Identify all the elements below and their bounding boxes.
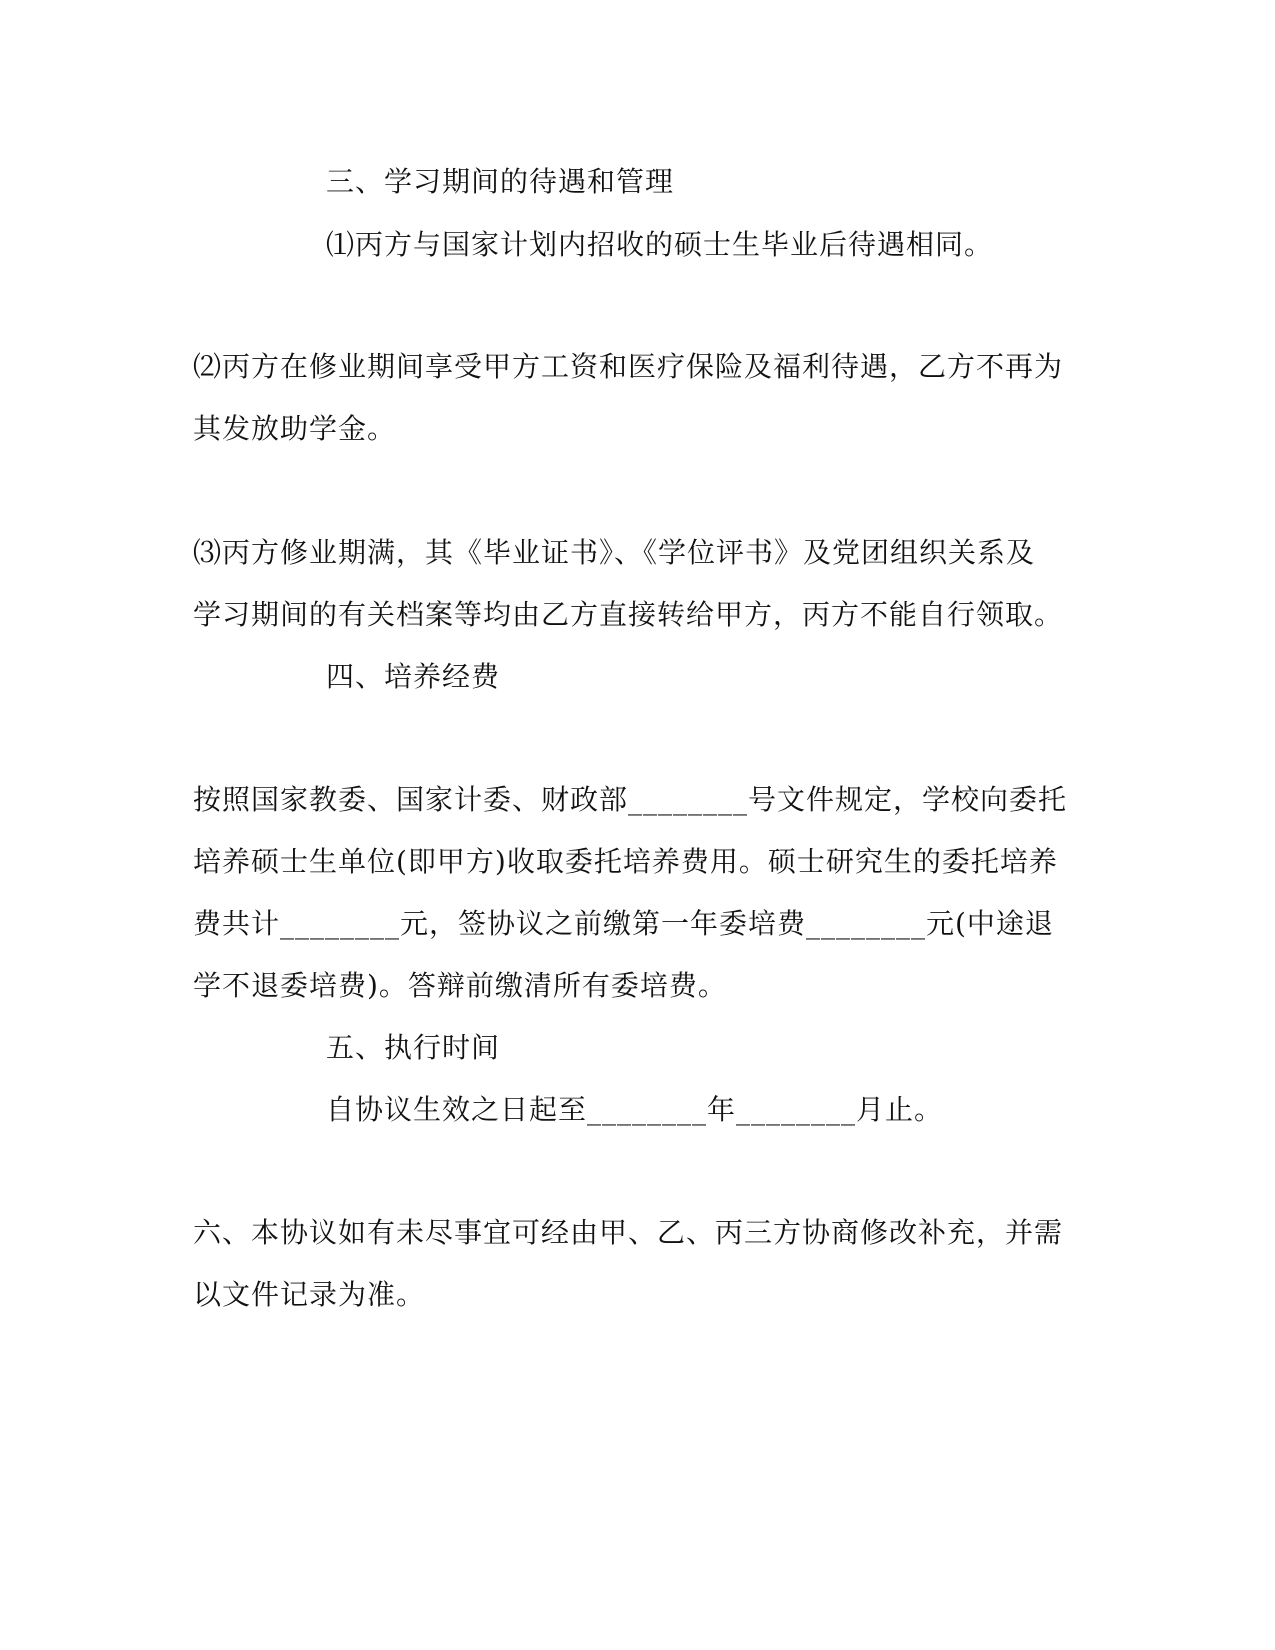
section-4-paragraph-line-4: 学不退委培费)。答辩前缴清所有委培费。 xyxy=(193,969,727,1002)
section-6-paragraph-line-2: 以文件记录为准。 xyxy=(193,1278,426,1311)
section-6-paragraph-line-1: 六、本协议如有未尽事宜可经由甲、乙、丙三方协商修改补充，并需 xyxy=(193,1216,1064,1249)
section-3-heading: 三、学习期间的待遇和管理 xyxy=(326,165,675,198)
section-4-paragraph-line-3: 费共计________元，签协议之前缴第一年委培费________元(中途退 xyxy=(193,907,1054,940)
section-4-paragraph-line-2: 培养硕士生单位(即甲方)收取委托培养费用。硕士研究生的委托培养 xyxy=(193,845,1058,878)
section-3-item-3-line-2: 学习期间的有关档案等均由乙方直接转给甲方，丙方不能自行领取。 xyxy=(193,598,1064,631)
section-4-heading: 四、培养经费 xyxy=(326,660,501,693)
section-3-item-2-line-2: 其发放助学金。 xyxy=(193,412,397,445)
section-4-paragraph-line-1: 按照国家教委、国家计委、财政部________号文件规定，学校向委托 xyxy=(193,783,1068,816)
section-5-paragraph: 自协议生效之日起至________年________月止。 xyxy=(326,1093,944,1126)
section-3-item-3-line-1: ⑶丙方修业期满，其《毕业证书》、《学位评书》及党团组织关系及 xyxy=(193,536,1036,569)
section-3-item-1: ⑴丙方与国家计划内招收的硕士生毕业后待遇相同。 xyxy=(326,228,994,261)
section-5-heading: 五、执行时间 xyxy=(326,1031,501,1064)
section-3-item-2-line-1: ⑵丙方在修业期间享受甲方工资和医疗保险及福利待遇，乙方不再为 xyxy=(193,350,1064,383)
